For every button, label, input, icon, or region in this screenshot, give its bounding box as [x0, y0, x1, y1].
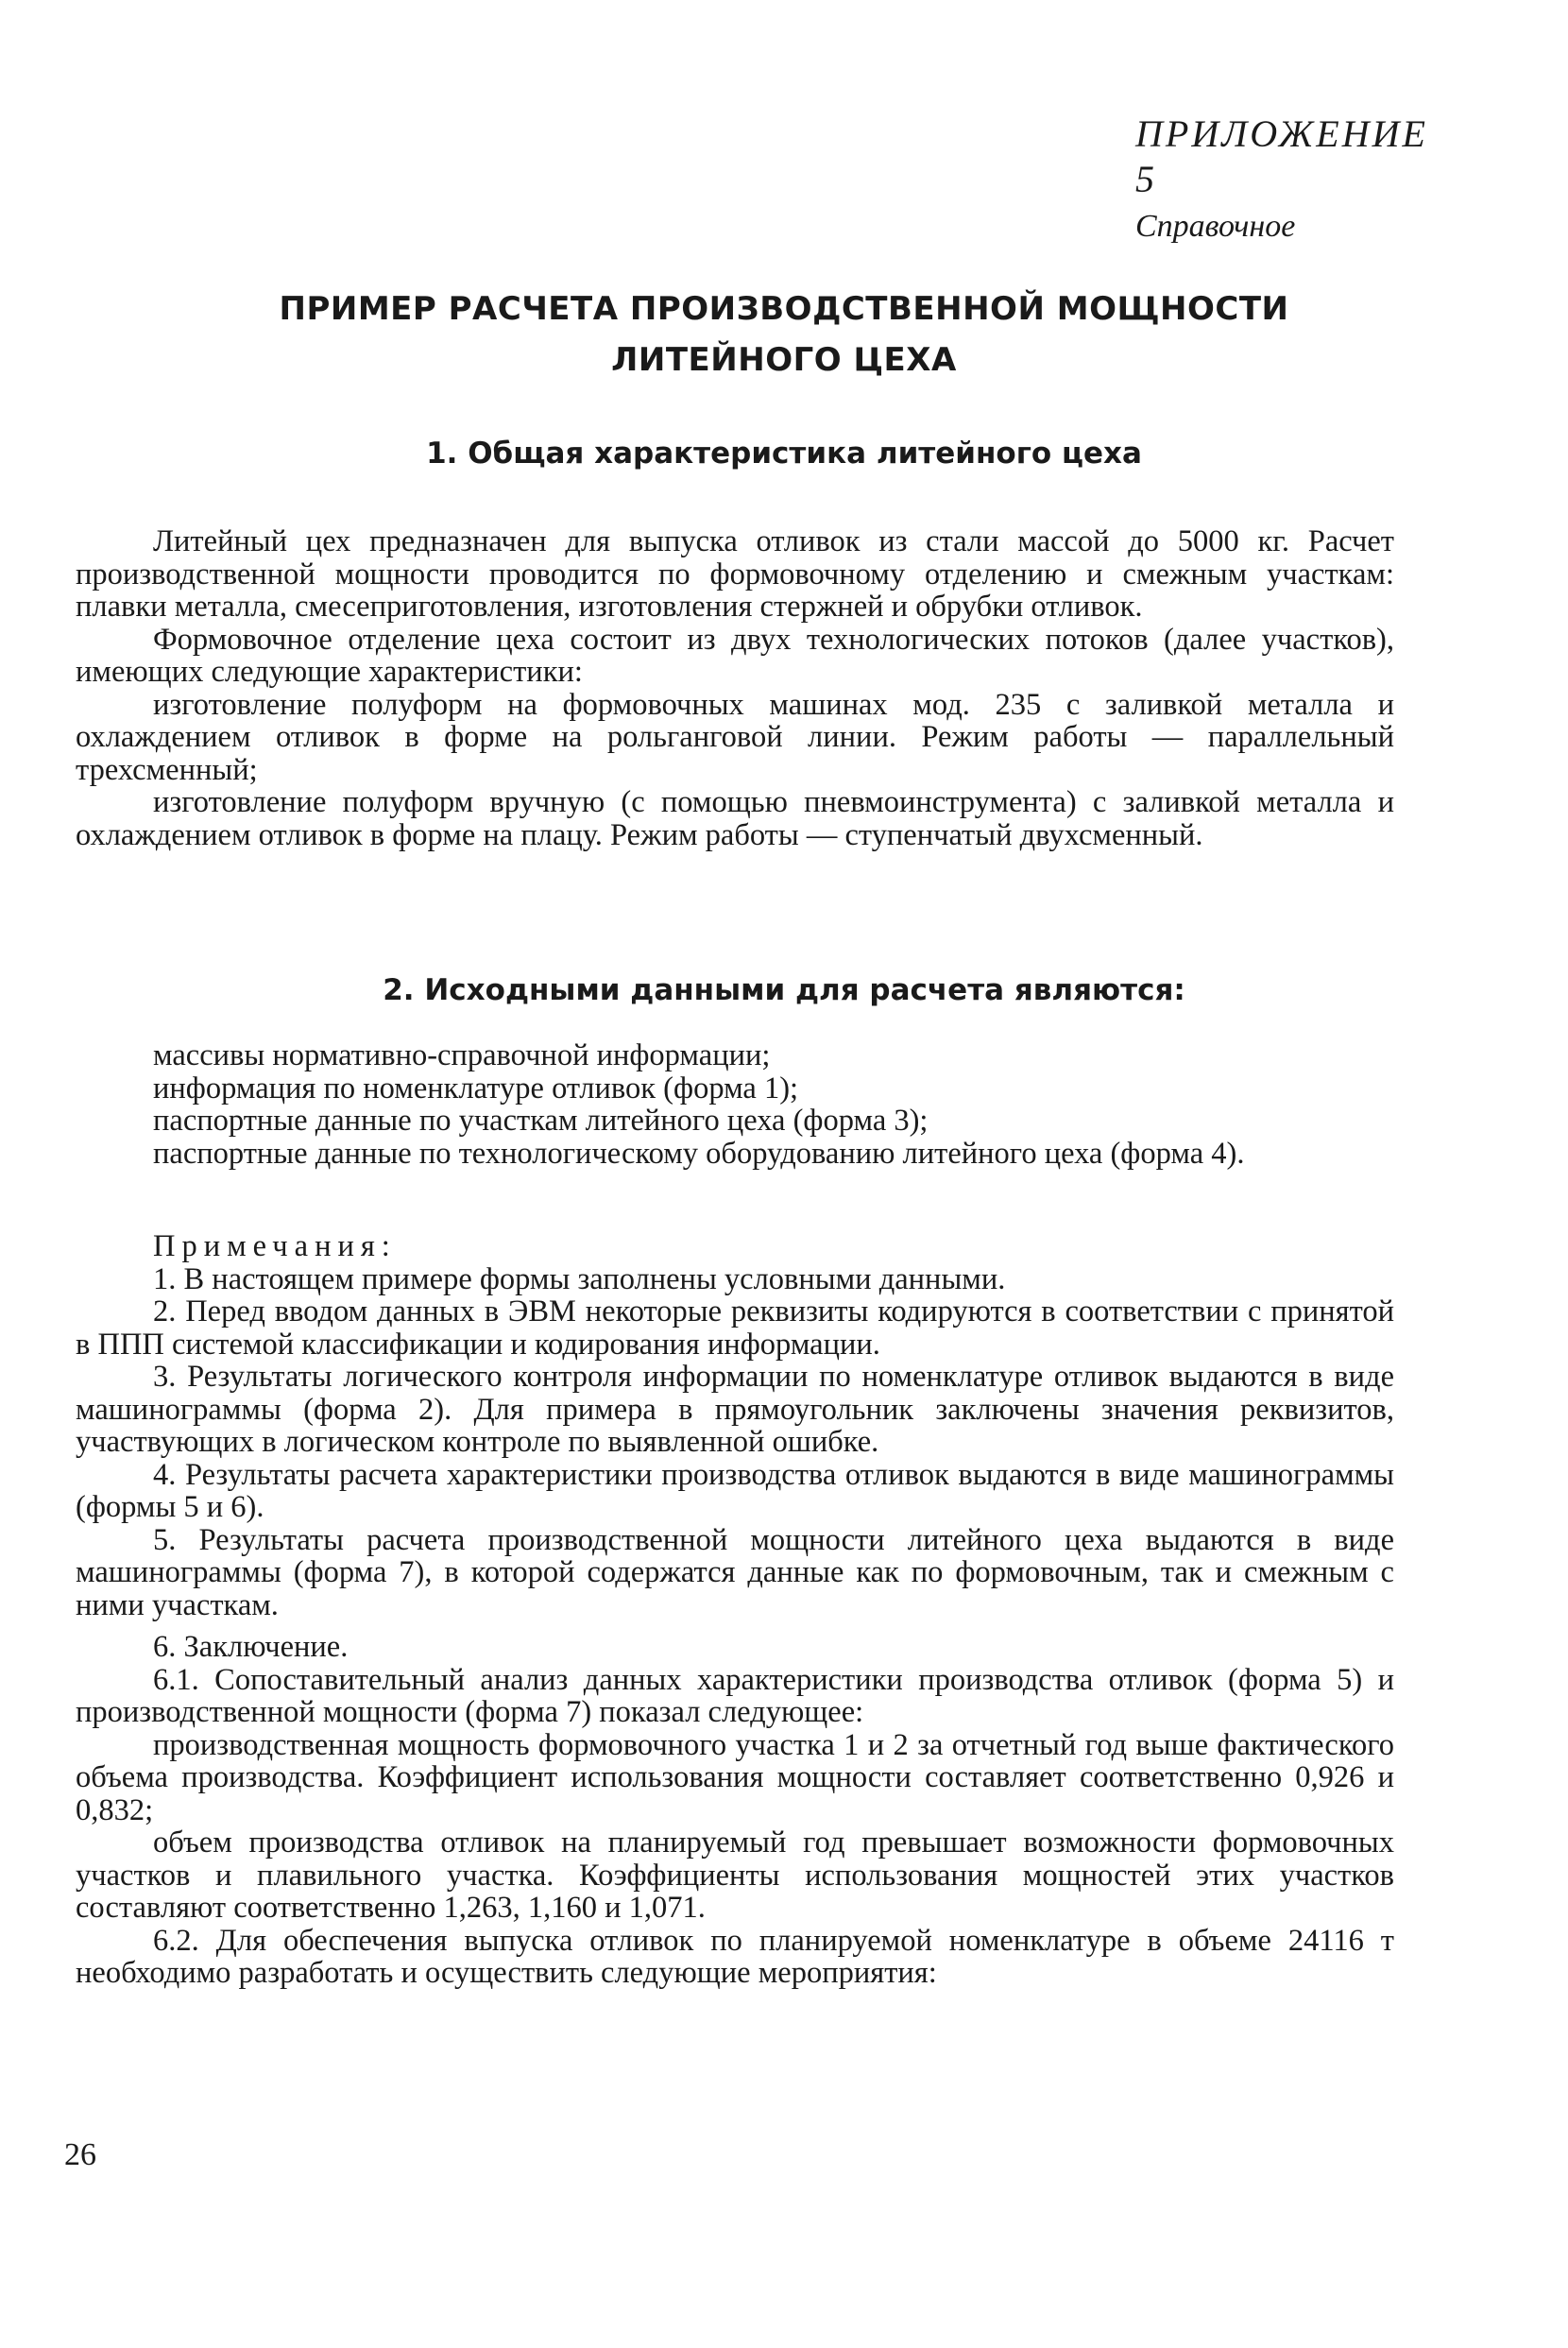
note-item: 3. Результаты логического контроля информации по номенклатуре отливок выдаются в виде машинограммы (форма 2). Для примера в прямоугольник заключены значения реквизитов, участвующих в логическом контроле по выявленной ошибке.	[76, 1360, 1394, 1459]
list-item: паспортные данные по участкам литейного цеха (форма 3);	[153, 1104, 929, 1138]
note-item: 6. Заключение.	[153, 1630, 349, 1664]
note-item: 1. В настоящем примере формы заполнены условными данными.	[153, 1261, 1006, 1296]
section-1-body	[76, 525, 1394, 851]
section-1-heading: 1. Общая характеристика литейного цеха	[426, 437, 1142, 471]
section-2-body	[76, 1039, 1394, 1170]
section-2-heading: 2. Исходными данными для расчета являются:	[383, 973, 1185, 1007]
page-title	[170, 283, 1398, 386]
notes-heading: Примечания:	[153, 1229, 397, 1263]
list-item: массивы нормативно-справочной информации;	[153, 1038, 771, 1072]
note-item: 2. Перед вводом данных в ЭВМ некоторые реквизиты кодируются в соответствии с принятой в ППП системой классификации и кодирования информации.	[76, 1294, 1394, 1362]
note-item: производственная мощность формовочного участка 1 и 2 за отчетный год выше фактического объема производства. Коэффициент использования мощности составляет соответственно 0,926 и 0,832;	[76, 1727, 1394, 1827]
note-item: 6.1. Сопоставительный анализ данных характеристики производства отливок (форма 5) и производственной мощности (форма 7) показал следующее:	[76, 1662, 1394, 1729]
note-item: объем производства отливок на планируемый год превышает возможности формовочных участков и плавильного участка. Коэффициенты использования мощностей этих участков составляют соответственно 1,263, 1,160 и 1,071.	[76, 1825, 1394, 1925]
list-item: паспортные данные по технологическому оборудованию литейного цеха (форма 4).	[153, 1136, 1245, 1171]
list-item: информация по номенклатуре отливок (форма 1);	[153, 1071, 799, 1105]
paragraph: Формовочное отделение цеха состоит из двух технологических потоков (далее участков), имеющих следующие характеристики:	[76, 622, 1394, 689]
title-line-1: ПРИМЕР РАСЧЕТА ПРОИЗВОДСТВЕННОЙ МОЩНОСТИ	[279, 290, 1289, 328]
notes-block	[76, 1230, 1394, 1990]
paragraph: Литейный цех предназначен для выпуска отливок из стали массой до 5000 кг. Расчет производственной мощности проводится по формовочному отделению и смежным участкам: плавки металла, смесеприготовления, изготовления стержней и обрубки отливок.	[76, 524, 1394, 624]
paragraph: изготовление полуформ на формовочных машинах мод. 235 с заливкой металла и охлаждением отливок в форме на рольганговой линии. Режим работы — параллельный трехсменный;	[76, 687, 1394, 787]
note-item: 4. Результаты расчета характеристики производства отливок выдаются в виде машинограммы (формы 5 и 6).	[76, 1457, 1394, 1524]
note-item: 6.2. Для обеспечения выпуска отливок по планируемой номенклатуре в объеме 24116 т необходимо разработать и осуществить следующие мероприятия:	[76, 1923, 1394, 1990]
note-item: 5. Результаты расчета производственной мощности литейного цеха выдаются в виде машинограммы (форма 7), в которой содержатся данные как по формовочным, так и смежным с ними участкам.	[76, 1522, 1394, 1622]
appendix-kind: Справочное	[1135, 209, 1296, 244]
paragraph: изготовление полуформ вручную (с помощью пневмоинструмента) с заливкой металла и охлаждением отливок в форме на плацу. Режим работы — ступенчатый двухсменный.	[76, 785, 1394, 852]
appendix-number: ПРИЛОЖЕНИЕ 5	[1135, 112, 1428, 200]
appendix-label	[1135, 111, 1447, 248]
title-line-2: ЛИТЕЙНОГО ЦЕХА	[611, 341, 957, 379]
page-number: 26	[64, 2137, 96, 2172]
